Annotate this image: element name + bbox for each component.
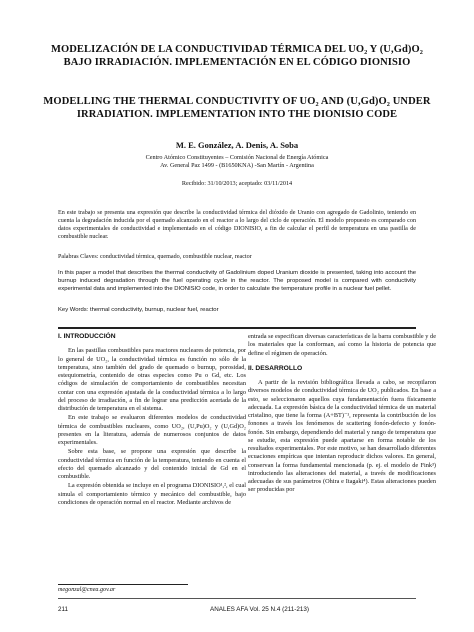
abstract-spanish: En este trabajo se presenta una expresión que describe la conductividad térmica del dióxido de Uranio con agregado de Gadolinio, teniendo en cuenta la degradación inducida por el quemado alcanzado en el reactor a lo largo del ciclo de operación. El modelo propuesto es comparado con datos experimentales de conductividad e implementado en el código DIONISIO, a fin de calcular el perfil de temperatura en una pastilla de combustible nuclear. [58, 210, 416, 240]
right-column [248, 333, 436, 496]
paragraph-continued: entrada se especifican diversas características de la barra combustible y de los materiales que la conforman, así como la historia de potencia que define el régimen de operación. [248, 333, 436, 357]
abstract-divider-bottom [58, 328, 416, 329]
footer-divider [58, 598, 416, 599]
abstract-english: In this paper a model that describes the thermal conductivity of Gadolinium doped Uranium dioxide is presented, taking into account the burnup induced degradation through the fuel operating cycle in the reactor. The proposed model is compared with conductivity experimental data and implemented into the DIONISIO code, in order to calculate the temperature profile in a nuclear fuel pellet. [58, 270, 416, 292]
author-email: megonzal@cnea.gov.ar [58, 587, 116, 593]
keywords-english: Key Words: thermal conductivity, burnup, nuclear fuel, reactor [58, 307, 219, 313]
journal-reference: ANALES AFA Vol. 25 N.4 (211-213) [210, 606, 309, 613]
keywords-spanish: Palabras Claves: conductividad térmica, quemado, combustible nuclear, reactor [58, 254, 252, 260]
left-column [58, 333, 246, 508]
paragraph: A partir de la revisión bibliográfica llevada a cabo, se recopilaron diversos modelos de conductividad térmica de UO₂ publicados. En base a esto, se seleccionaron aquellos cuya fundamentación fuera físicamente adecuada. La expresión básica de la conductividad térmica de un material cristalino, que tiene la forma (A+BT)⁻¹, representa la contribución de los fonones a través los fenómenos de scattering fonón-defecto y fonón-fonón. Sin embargo, dependiendo del material y rango de temperatura que se estudie, esta expresión puede apartarse en forma notable de los resultados experimentales. Por este motivo, se han desarrollado diferentes ecuaciones empíricas que intentan reproducir dichos valores. En general, conservan la forma fundamental mencionada (p. ej. el modelo de Fink³) introduciendo las alteraciones del material, a través de modificaciones adecuadas de sus parámetros (Ohira e Itagaki⁴). Estas alteraciones pueden ser producidas por [248, 379, 436, 494]
paragraph: En este trabajo se evaluaron diferentes modelos de conductividad térmica de combustibles nucleares, como UO₂, (U,Pu)O₂ y (U,Gd)O₂ presentes en la literatura, además de numerosos conjuntos de datos experimentales. [58, 414, 246, 446]
received-accepted-dates: Recibido: 31/10/2013; aceptado: 03/11/2014 [181, 180, 293, 187]
title-english: MODELLING THE THERMAL CONDUCTIVITY OF UO₂ AND (U,Gd)O₂ UNDER IRRADIATION. IMPLEMENTATION INTO THE DIONISIO CODE [43, 96, 431, 120]
paragraph: En las pastillas combustibles para reactores nucleares de potencia, por lo general de UO₂, la conductividad térmica es función no sólo de la temperatura, sino también del grado de quemado o burnup, porosidad, estequiometría, contenido de otras especies como Pu o Gd, etc. Los códigos de simulación de comportamiento de combustibles necesitan contar con una expresión ajustada de la conductividad térmica a lo largo del proceso de irradiación, a fin de lograr una predicción acertada de la distribución de temperatura en el sistema. [58, 347, 246, 412]
paragraph: La expresión obtenida se incluye en el programa DIONISIO¹,², el cual simula el comportamiento térmico y mecánico del combustible, bajo condiciones de operación normal en el reactor. Mediante archivos de [58, 482, 246, 506]
paragraph: Sobre esta base, se propone una expresión que describe la conductividad térmica en función de la temperatura, teniendo en cuenta el efecto del quemado alcanzado y del contenido inicial de Gd en el combustible. [58, 448, 246, 480]
section-heading-introduccion: I. INTRODUCCIÓN [58, 333, 116, 340]
title-spanish: MODELIZACIÓN DE LA CONDUCTIVIDAD TÉRMICA DEL UO₂ Y (U,Gd)O₂ BAJO IRRADIACIÓN. IMPLEMENTACIÓN EN EL CÓDIGO DIONISIO [50, 44, 424, 68]
affiliation-line-2: Av. General Paz 1499 - (B1650KNA) -San Martín - Argentina [160, 162, 314, 169]
affiliation-line-1: Centro Atómico Constituyentes – Comisión Nacional de Energía Atómica [145, 154, 329, 161]
authors: M. E. González, A. Denis, A. Soba [175, 140, 299, 150]
page-number: 211 [58, 606, 69, 613]
section-heading-desarrollo: II. DESARROLLO [248, 364, 303, 372]
affiliation [0, 154, 474, 170]
footnote-rule [58, 584, 188, 585]
